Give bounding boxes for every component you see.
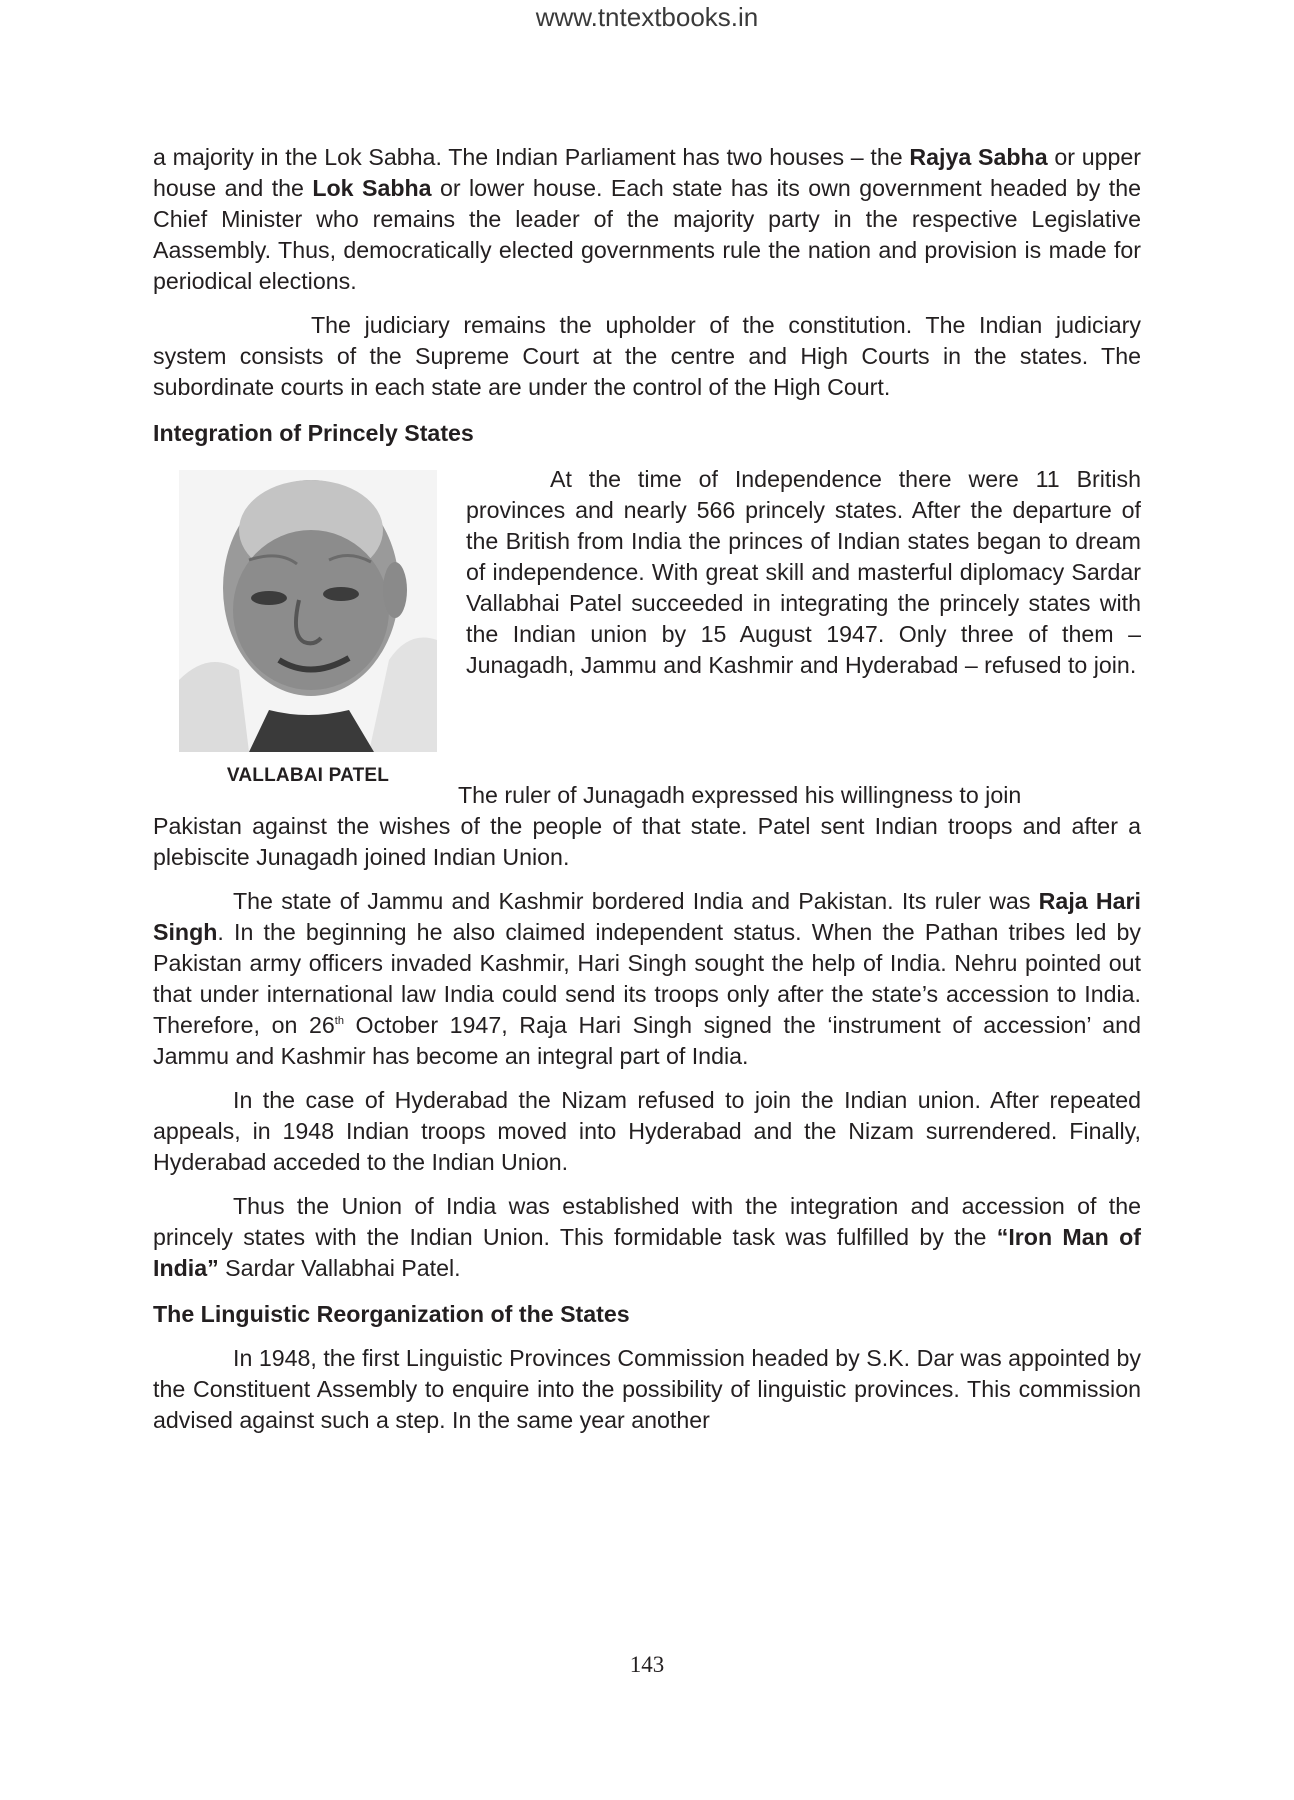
heading-linguistic-reorganization: The Linguistic Reorganization of the States (153, 1301, 630, 1327)
term-rajya-sabha: Rajya Sabha (909, 144, 1048, 170)
paragraph-independence: At the time of Independence there were 11 British provinces and nearly 566 princely states. After the departure of the British from India the princes of Indian states began to dream of independence. With great skill and masterful diplomacy Sardar Vallabhai Patel succeeded in integrating the princely states with the Indian union by 15 August 1947. Only three of them – Junagadh, Jammu and Kashmir and Hyderabad – refused to join. (466, 466, 1141, 678)
ordinal-suffix: th (334, 1015, 344, 1027)
page-number: 143 (629, 1652, 665, 1677)
text-run: . In the beginning he also claimed independent status. When the Pathan tribes led by Pakistan army officers invaded Kashmir, Hari Singh sought the help of India. Nehru pointed out that under international law India could send its troops only after the state’s accession to India. Therefore, on 26 (153, 919, 1141, 1038)
term-raja-hari-singh: Raja Hari Singh (153, 888, 1141, 945)
text-run: The state of Jammu and Kashmir bordered India and Pakistan. Its ruler was (233, 888, 1039, 914)
text-run: a majority in the Lok Sabha. The Indian Parliament has two houses – the (153, 144, 910, 170)
paragraph-judiciary: The judiciary remains the upholder of the constitution. The Indian judiciary system consists of the Supreme Court at the centre and High Courts in the states. The subordinate courts in each state are under the control of the High Court. (153, 312, 1141, 400)
paragraph-hyderabad: In the case of Hyderabad the Nizam refused to join the Indian union. After repeated appeals, in 1948 Indian troops moved into Hyderabad and the Nizam surrendered. Finally, Hyderabad acceded to the Indian Union. (153, 1087, 1141, 1175)
paragraph-parliament (153, 142, 1141, 297)
junagadh-rest: Pakistan against the wishes of the people of that state. Patel sent Indian troops and after a plebiscite Junagadh joined Indian Union. (153, 813, 1141, 870)
heading-integration-princely-states: Integration of Princely States (153, 420, 474, 446)
paragraph-jammu-kashmir (153, 886, 1141, 1072)
side-text-column (466, 464, 1141, 681)
text-run: October 1947, Raja Hari Singh signed the ‘instrument of accession’ and Jammu and Kashmir has become an integral part of India. (153, 1012, 1141, 1069)
patel-portrait-image (179, 470, 437, 752)
text-run: or upper house and the (153, 144, 1141, 201)
figure-and-text (153, 464, 1141, 826)
text-run: Sardar Vallabhai Patel. (218, 1255, 461, 1281)
term-lok-sabha: Lok Sabha (312, 175, 432, 201)
portrait-illustration (179, 470, 437, 752)
page-content (153, 142, 1141, 1436)
paragraph-linguistic-commission: In 1948, the first Linguistic Provinces Commission headed by S.K. Dar was appointed by the Constituent Assembly to enquire into the possibility of linguistic provinces. This commission advised against such a step. In the same year another (153, 1345, 1141, 1433)
figure-caption: VALLABAI PATEL (226, 765, 390, 786)
text-run: Thus the Union of India was established with the integration and accession of the princely states with the Indian Union. This formidable task was fulfilled by the (153, 1193, 1141, 1250)
site-watermark: www.tntextbooks.in (535, 2, 759, 32)
figure-patel (179, 470, 437, 788)
text-run: or lower house. Each state has its own government headed by the Chief Minister who remains the leader of the majority party in the respective Legislative Aassembly. Thus, democratically elected governments rule the nation and provision is made for periodical elections. (153, 175, 1141, 294)
paragraph-union-of-india (153, 1191, 1141, 1284)
junagadh-first-line: The ruler of Junagadh expressed his willingness to join (458, 782, 1022, 808)
term-iron-man: “Iron Man of India” (153, 1224, 1141, 1281)
